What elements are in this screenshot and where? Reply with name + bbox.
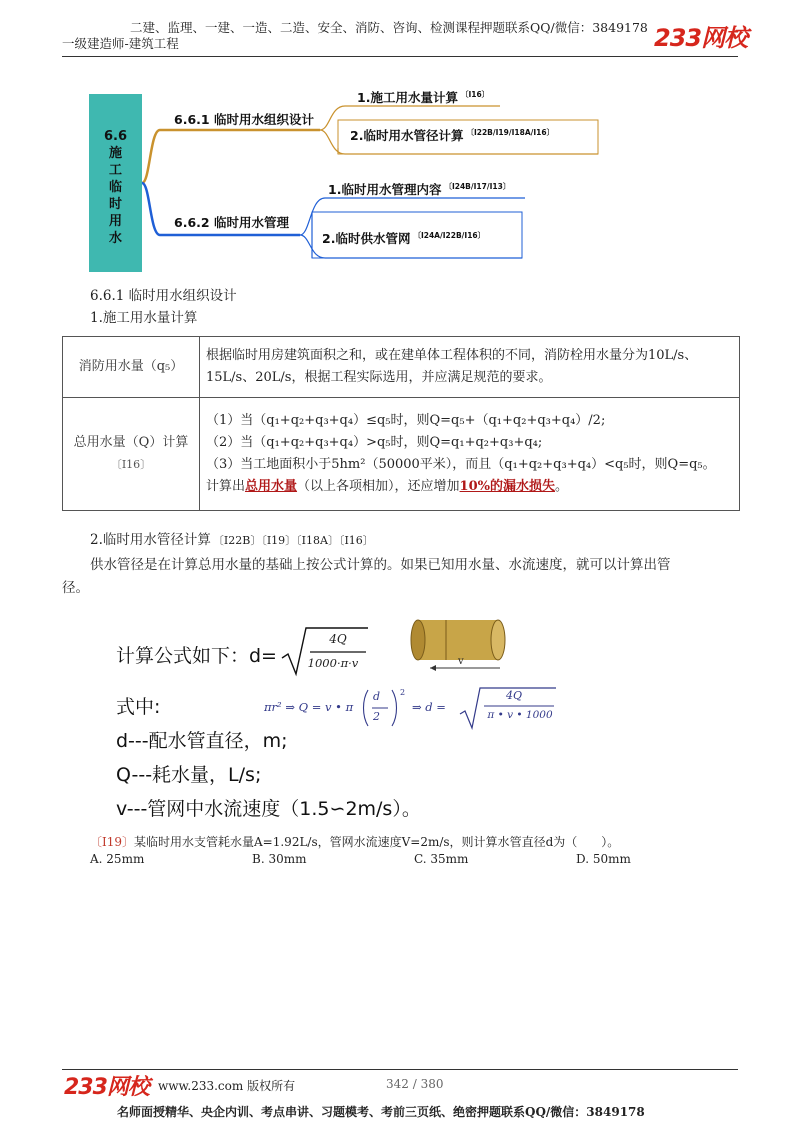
row2-line-1: （1）当（q₁+q₂+q₃+q₄）≤q₅时，则Q=q₅+（q₁+q₂+q₃+q₄）/2; [206,413,606,428]
row2-line-2: （2）当（q₁+q₂+q₃+q₄）>q₅时，则Q=q₁+q₂+q₃+q₄; [206,435,543,450]
option-a: A. 25mm [90,852,145,866]
footer-logo: 233网校 [64,1075,149,1100]
option-d: D. 50mm [576,852,631,866]
derivation-denominator: π • v • 1000 [487,709,553,721]
footer-page-number: 342 / 380 [386,1077,444,1091]
row2-tag: 〔Ⅰ16〕 [110,458,152,471]
mindmap-branch-2: 6.6.2 临时用水管理 [174,215,289,230]
formula-denominator: 1000·π·v [307,656,359,670]
section2-para-1: 供水管径是在计算总用水量的基础上按公式计算的。如果已知用水量、水流速度，就可以计算出管 [90,557,671,573]
table-row [63,398,740,511]
formula-def-d: d---配水管直径，m; [116,730,288,752]
footer-site: www.233.com 版权所有 [158,1079,296,1093]
section-heading: 6.6.1 临时用水组织设计 [90,288,237,304]
pipe-velocity-label: v [458,656,464,667]
header-top-line: 二建、监理、一建、一造、二造、安全、消防、咨询、检测课程押题联系QQ/微信：3849178 [130,20,648,35]
mindmap-branch-1: 6.6.1 临时用水组织设计 [174,112,314,127]
footer-bottom-line: 名师面授精华、央企内训、考点串讲、习题模考、考前三页纸、绝密押题联系QQ/微信：3849178 [117,1105,645,1119]
derivation-frac-d: d [373,690,381,703]
formula-def-v: v---管网中水流速度（1.5∽2m/s）。 [116,798,421,820]
mindmap-b2-child-1: 1.临时用水管理内容 $^{〔Ⅰ24B/Ⅰ17/Ⅰ13〕}$ [328,181,511,197]
row2-label-cell [63,398,200,511]
mindmap-b1-child-2: 2.临时用水管径计算 $^{〔Ⅰ22B/Ⅰ19/Ⅰ18A/Ⅰ16〕}$ [350,127,555,143]
row2-line-4: 计算出总用水量（以上各项相加），还应增加10%的漏水损失。 [206,479,569,494]
section-sub-1: 1.施工用水量计算 [90,310,198,326]
question-text: 〔Ⅰ19〕某临时用水支管耗水量A=1.92L/s，管网水流速度V=2m/s，则计算水管直径d为（ ）。 [90,835,620,849]
mindmap-root: 6.6 施 工 临 时 用 水 [103,129,128,246]
header-logo: 233网校 [654,24,748,52]
derivation-numerator: 4Q [505,689,523,702]
formula-def-q: Q---耗水量，L/s; [116,764,262,786]
option-c: C. 35mm [414,852,469,866]
row1-text: 根据临时用房建筑面积之和，或在建单体工程体积的不同，消防栓用水量分为10L/s、15L/s、20L/s，根据工程实际选用，并应满足规范的要求。 [200,337,740,398]
derivation-frac-2: 2 [373,710,380,723]
row1-label: 消防用水量（q₅） [63,337,200,398]
table-row [63,337,740,398]
header-subtitle: 一级建造师-建筑工程 [62,36,179,51]
row2-line-3: （3）当工地面积小于5hm²（50000平米），而且（q₁+q₂+q₃+q₄）<q₅时，则Q=q₅。 [206,457,716,472]
derivation-lhs: πr² ⇒ Q = v • π [264,700,354,714]
derivation-mid: ⇒ d = [412,700,446,714]
water-table [62,336,740,511]
section2-para-2: 径。 [62,580,89,596]
option-b: B. 30mm [252,852,307,866]
mindmap-b1-child-1: 1.施工用水量计算 $^{〔Ⅰ16〕}$ [357,89,490,105]
row2-label: 总用水量（Q）计算 [73,435,189,450]
pipe-illustration [410,612,510,682]
section2-heading: 2.临时用水管径计算 〔Ⅰ22B〕〔Ⅰ19〕〔Ⅰ18A〕〔Ⅰ16〕 [90,532,374,548]
derivation-exponent: 2 [400,688,406,697]
formula-where: 式中: [116,696,161,718]
formula-numerator: 4Q [329,632,347,646]
mindmap-b2-child-2: 2.临时供水管网 $^{〔Ⅰ24A/Ⅰ22B/Ⅰ16〕}$ [322,230,486,246]
formula-label: 计算公式如下：d= [116,645,277,667]
question-tag: 〔Ⅰ19〕 [90,835,135,849]
row2-text [200,398,740,511]
footer-rule [62,1069,738,1070]
